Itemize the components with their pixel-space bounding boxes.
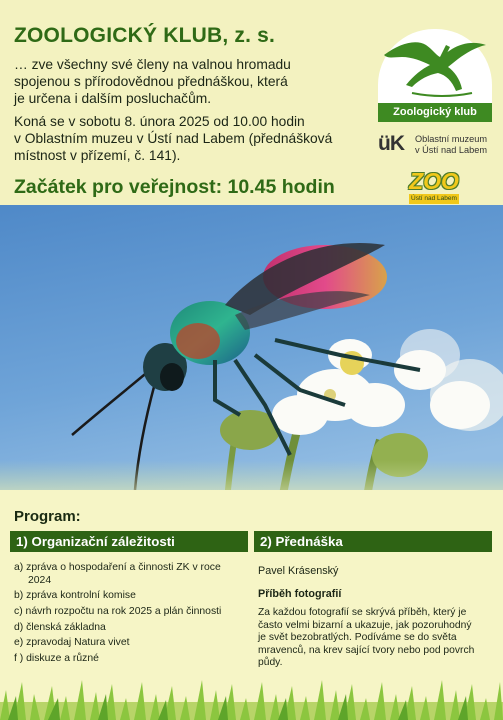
- event-info-line: místnost v přízemí, č. 141).: [14, 148, 181, 163]
- zoo-logo-subtitle: Ústí nad Labem: [409, 194, 459, 204]
- club-title: ZOOLOGICKÝ KLUB, z. s.: [14, 24, 276, 47]
- stork-icon: [382, 35, 488, 99]
- list-item-text: c) návrh rozpočtu na rok 2025 a plán činnosti: [14, 605, 222, 617]
- invitation-text: [14, 56, 354, 107]
- lecture-description-line: půdy.: [258, 657, 283, 669]
- museum-logo: [378, 131, 498, 157]
- museum-name-line: Oblastní muzeum: [415, 134, 487, 144]
- lecture-description-line: Za každou fotografií se skrývá příběh, který je: [258, 607, 467, 618]
- lecture-description: [258, 607, 494, 670]
- museum-logo-mark: üK: [378, 132, 404, 155]
- list-item-text: d) členská základna: [14, 621, 106, 633]
- program-title: Program:: [14, 508, 81, 525]
- list-item-continuation: 2024: [28, 574, 52, 586]
- list-item: [14, 590, 250, 603]
- museum-name-line: v Ústí nad Labem: [415, 144, 488, 155]
- invitation-line: spojenou s přírodovědnou přednáškou, která: [14, 74, 288, 89]
- section-organizational-header: 1) Organizační záležitosti: [10, 531, 248, 552]
- event-info-line: v Oblastním muzeu v Ústí nad Labem (přednášková: [14, 131, 333, 146]
- lecture-description-line: je svět bezobratlých. Podíváme se do světa: [258, 632, 457, 644]
- list-item-text: b) zpráva kontrolní komise: [14, 590, 136, 602]
- lecture-description-line: mravenců, na krev sající tvory nebo pod povrch: [258, 644, 475, 656]
- organizational-items-list: [14, 562, 250, 669]
- event-info-line: Koná se v sobotu 8. února 2025 od 10.00 hodin: [14, 114, 305, 129]
- event-info: [14, 113, 360, 164]
- photo-illustration: [0, 205, 503, 510]
- lecture-description-line: často velmi bizarní a ukazuje, jak pozoruhodný: [258, 619, 472, 631]
- invitation-line: … zve všechny své členy na valnou hromadu: [14, 57, 291, 72]
- list-item: [14, 606, 250, 619]
- list-item-text: a) zpráva o hospodaření a činnosti ZK v roce: [14, 562, 221, 573]
- public-start-time: Začátek pro veřejnost: 10.45 hodin: [14, 176, 335, 198]
- list-item: [14, 653, 250, 666]
- list-item-text: e) zpravodaj Natura vivet: [14, 637, 130, 649]
- zoo-logo-word: ZOO: [409, 168, 459, 194]
- club-logo-label: Zoologický klub: [378, 103, 492, 122]
- list-item-text: f ) diskuze a různé: [14, 652, 99, 664]
- zoo-logo: [405, 169, 463, 205]
- grass-decoration: [0, 676, 503, 720]
- invitation-line: je určena i dalším posluchačům.: [14, 91, 212, 106]
- section-lecture-header: 2) Přednáška: [254, 531, 492, 552]
- list-item: [14, 622, 250, 635]
- lecture-title: Příběh fotografií: [258, 588, 342, 600]
- list-item: [14, 562, 250, 587]
- list-item: [14, 637, 250, 650]
- museum-name: [415, 134, 501, 155]
- club-logo: [378, 29, 492, 122]
- cuckoo-wasp-photo: [0, 205, 503, 510]
- lecture-speaker: Pavel Krásenský: [258, 565, 339, 577]
